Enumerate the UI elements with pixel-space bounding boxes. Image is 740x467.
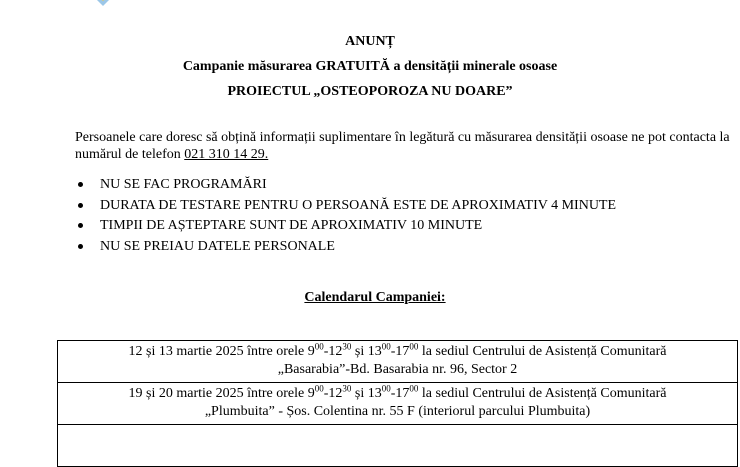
calendar-title: Calendarul Campaniei:: [304, 290, 446, 305]
table-row: [58, 383, 738, 425]
empty-cell: [58, 425, 738, 467]
table-row: [58, 341, 738, 383]
schedule-cell: 19 și 20 martie 2025 între orele $9^{00}-12^{30}$ și $13^{00}-17^{00}$ la sediul Centrului de Asistență Comunitară „Plumbuita” - Șos. Colentina nr. 55 F (interiorul parcului Plumbuita): [58, 383, 738, 425]
notice-title: ANUNȚ: [345, 34, 395, 49]
table-row: [58, 425, 738, 467]
location-address: „Basarabia”-Bd. Basarabia nr. 96, Sector 2: [277, 362, 518, 377]
schedule-table: [57, 340, 738, 467]
intro-paragraph: [75, 129, 735, 163]
list-item: DURATA DE TESTARE PENTRU O PERSOANĂ ESTE DE APROXIMATIV 4 MINUTE: [75, 197, 616, 218]
sun-emblem-logo: [86, 0, 120, 10]
list-item: TIMPII DE AȘTEPTARE SUNT DE APROXIMATIV 10 MINUTE: [75, 217, 616, 238]
list-item: NU SE FAC PROGRAMĂRI: [75, 176, 616, 197]
campaign-subtitle: Campanie măsurarea GRATUITĂ a densității minerale osoase: [182, 59, 558, 74]
project-title: PROIECTUL „OSTEOPOROZA NU DOARE”: [227, 84, 513, 99]
location-address: „Plumbuita” - Șos. Colentina nr. 55 F (interiorul parcului Plumbuita): [204, 404, 591, 419]
phone-number: 021 310 14 29.: [184, 147, 269, 162]
schedule-cell: 12 și 13 martie 2025 între orele $9^{00}-12^{30}$ și $13^{00}-17^{00}$ la sediul Centrului de Asistență Comunitară „Basarabia”-Bd. Basarabia nr. 96, Sector 2: [58, 341, 738, 383]
intro-text: Persoanele care doresc să obțină informații suplimentare în legătură cu măsurarea densității osoase ne pot contacta la numărul de telefon: [75, 130, 730, 162]
list-item: NU SE PREIAU DATELE PERSONALE: [75, 238, 616, 259]
rules-list: [75, 176, 616, 258]
